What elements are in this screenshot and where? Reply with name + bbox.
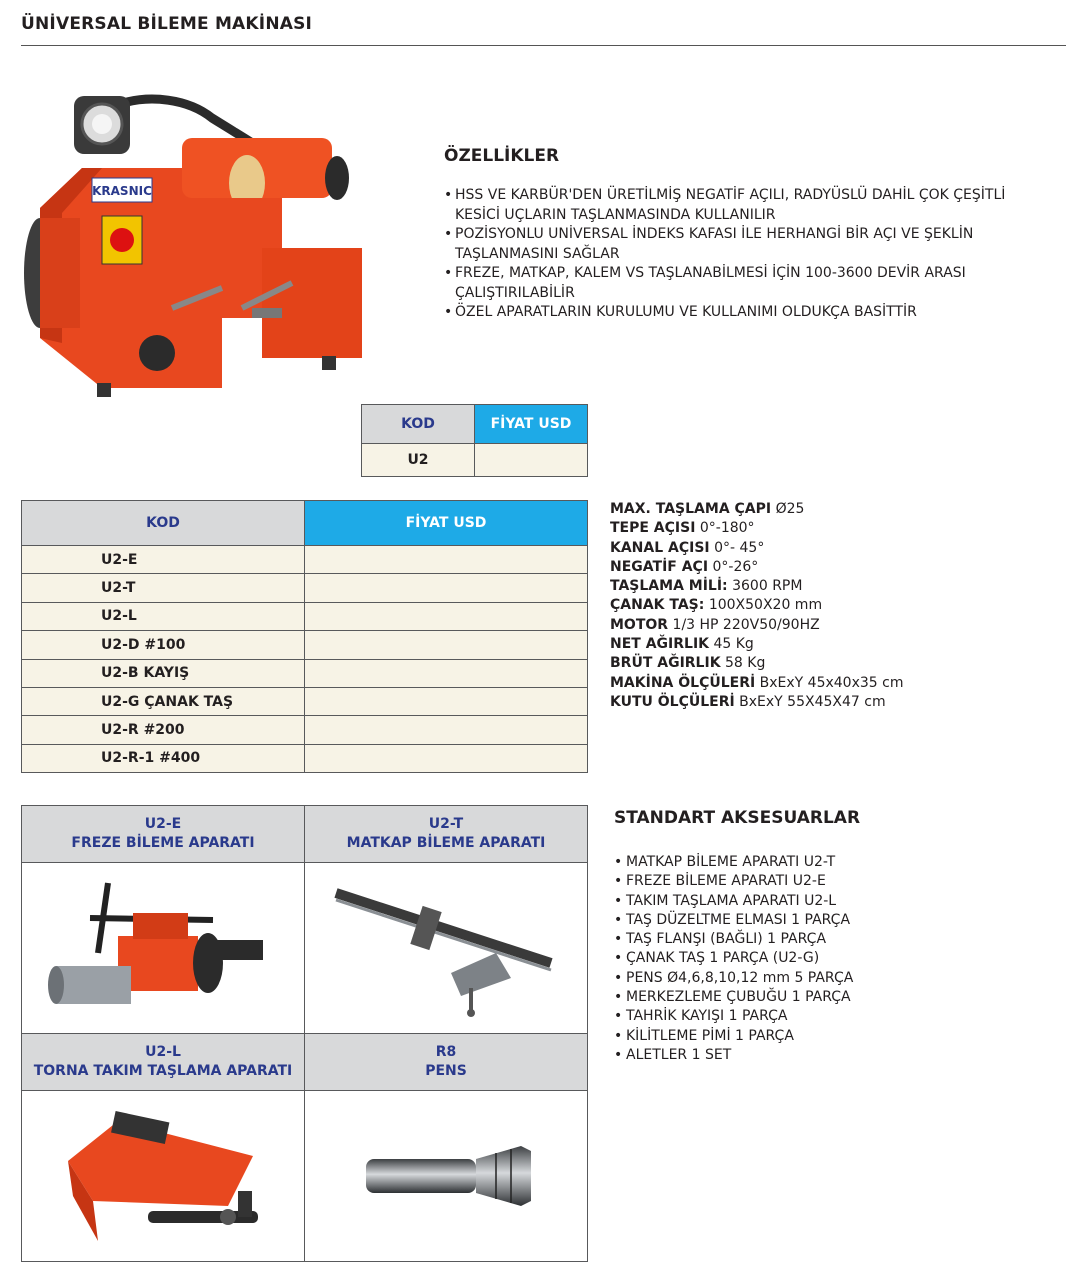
features-heading: ÖZELLİKLER (444, 146, 560, 166)
spec-value: 45 Kg (713, 636, 754, 653)
price-cell (475, 444, 588, 477)
spec-row (610, 654, 903, 673)
spec-value: BxExY 55X45X47 cm (739, 693, 886, 710)
spec-label: KUTU ÖLÇÜLERİ (610, 693, 735, 710)
spec-row (610, 500, 903, 519)
price-cell (305, 574, 588, 602)
spec-label: ÇANAK TAŞ: (610, 597, 705, 614)
accessory-item: • FREZE BİLEME APARATI U2-E (614, 872, 853, 891)
accessory-item: • MATKAP BİLEME APARATI U2-T (614, 853, 853, 872)
gallery-image-cell (22, 863, 305, 1034)
spec-label: MOTOR (610, 616, 669, 633)
kod-cell: U2-T (22, 574, 305, 602)
spec-value: 0°-180° (699, 520, 755, 537)
feature-item: • FREZE, MATKAP, KALEM VS TAŞLANABİLMESİ İÇİN 100-3600 DEVİR ARASI ÇALIŞTIRILABİLİR (444, 264, 1054, 303)
table-row (22, 716, 588, 744)
table-row (22, 744, 588, 772)
accessory-item: • MERKEZLEME ÇUBUĞU 1 PARÇA (614, 988, 853, 1007)
brand-label: KRASNIC (92, 184, 152, 198)
drill-grinding-attachment-image (321, 878, 571, 1018)
spec-label: TEPE AÇISI (610, 520, 696, 537)
spec-value: BxExY 45x40x35 cm (759, 674, 904, 691)
spec-label: MAKİNA ÖLÇÜLERİ (610, 674, 756, 691)
gallery-code: U2-T (428, 816, 464, 832)
spec-value: 0°- 45° (714, 539, 765, 556)
spec-value: 0°-26° (712, 558, 759, 575)
spec-row (610, 616, 903, 635)
gallery-header-u2t (305, 806, 588, 863)
spec-label: NEGATİF AÇI (610, 558, 709, 575)
kod-cell: U2-R #200 (22, 716, 305, 744)
grinding-machine-image (22, 88, 367, 408)
price-header: FİYAT USD (475, 405, 588, 444)
gallery-name: TORNA TAKIM TAŞLAMA APARATI (33, 1063, 293, 1079)
features-list (444, 186, 1054, 323)
kod-cell: U2-G ÇANAK TAŞ (22, 687, 305, 715)
spec-row (610, 596, 903, 615)
r8-collet-image (321, 1101, 571, 1251)
gallery-header-r8 (305, 1034, 588, 1091)
gallery-code: U2-L (145, 1044, 181, 1060)
gallery-header-u2l (22, 1034, 305, 1091)
spec-label: TAŞLAMA MİLİ: (610, 578, 728, 595)
spec-label: KANAL AÇISI (610, 539, 710, 556)
spec-row (610, 674, 903, 693)
gallery-code: U2-E (144, 816, 182, 832)
spec-row (610, 519, 903, 538)
accessories-list (614, 853, 853, 1065)
kod-cell: U2-D #100 (22, 631, 305, 659)
accessory-gallery (21, 805, 588, 1262)
table-row (22, 631, 588, 659)
gallery-name: MATKAP BİLEME APARATI (346, 835, 546, 851)
kod-cell: U2-R-1 #400 (22, 744, 305, 772)
feature-item: • POZİSYONLU UNİVERSAL İNDEKS KAFASI İLE HERHANGİ BİR AÇI VE ŞEKLİN TAŞLANMASINI SAĞLAR (444, 225, 1054, 264)
parts-price-table (21, 500, 588, 773)
title-divider (21, 45, 1066, 46)
spec-value: 100X50X20 mm (708, 597, 823, 614)
price-header: FİYAT USD (305, 501, 588, 546)
spec-row (610, 539, 903, 558)
price-cell (305, 546, 588, 574)
feature-item: • HSS VE KARBÜR'DEN ÜRETİLMİŞ NEGATİF AÇILI, RADYÜSLÜ DAHİL ÇOK ÇEŞİTLİ KESİCİ UÇLARIN TAŞLANMASINDA KULLANILIR (444, 186, 1054, 225)
machine-price-table (361, 404, 588, 477)
gallery-image-cell (22, 1091, 305, 1262)
price-cell (305, 631, 588, 659)
accessory-item: • TAKIM TAŞLAMA APARATI U2-L (614, 892, 853, 911)
kod-header: KOD (362, 405, 475, 444)
spec-row (610, 635, 903, 654)
spec-row (610, 577, 903, 596)
table-row (22, 602, 588, 630)
spec-value: 3600 RPM (732, 578, 803, 595)
spec-label: NET AĞIRLIK (610, 636, 709, 653)
kod-cell: U2 (362, 444, 475, 477)
mill-grinding-attachment-image (38, 878, 288, 1018)
spec-label: BRÜT AĞIRLIK (610, 655, 721, 672)
spec-value: 1/3 HP 220V50/90HZ (672, 616, 820, 633)
table-row (22, 574, 588, 602)
kod-cell: U2-L (22, 602, 305, 630)
gallery-code: R8 (435, 1044, 457, 1060)
spec-row (610, 693, 903, 712)
accessories-heading: STANDART AKSESUARLAR (614, 808, 861, 828)
spec-value: 58 Kg (725, 655, 766, 672)
spec-label: MAX. TAŞLAMA ÇAPI (610, 501, 772, 517)
gallery-name: FREZE BİLEME APARATI (71, 835, 255, 851)
gallery-image-cell (305, 863, 588, 1034)
feature-item: • ÖZEL APARATLARIN KURULUMU VE KULLANIMI OLDUKÇA BASİTTİR (444, 303, 1054, 323)
price-cell (305, 687, 588, 715)
lathe-tool-grinding-attachment-image (38, 1101, 288, 1251)
accessory-item: • ALETLER 1 SET (614, 1046, 853, 1065)
gallery-header-u2e (22, 806, 305, 863)
kod-header: KOD (22, 501, 305, 546)
accessory-item: • PENS Ø4,6,8,10,12 mm 5 PARÇA (614, 969, 853, 988)
table-row (22, 687, 588, 715)
page-title: ÜNİVERSAL BİLEME MAKİNASI (21, 14, 313, 34)
spec-row (610, 558, 903, 577)
price-cell (305, 602, 588, 630)
accessory-item: • ÇANAK TAŞ 1 PARÇA (U2-G) (614, 949, 853, 968)
table-row (22, 546, 588, 574)
accessory-item: • TAŞ FLANŞI (BAĞLI) 1 PARÇA (614, 930, 853, 949)
table-row (362, 444, 588, 477)
price-cell (305, 659, 588, 687)
accessory-item: • KİLİTLEME PİMİ 1 PARÇA (614, 1027, 853, 1046)
accessory-item: • TAHRİK KAYIŞI 1 PARÇA (614, 1007, 853, 1026)
spec-value: Ø25 (775, 501, 805, 517)
kod-cell: U2-B KAYIŞ (22, 659, 305, 687)
kod-cell: U2-E (22, 546, 305, 574)
price-cell (305, 744, 588, 772)
table-row (22, 659, 588, 687)
gallery-image-cell (305, 1091, 588, 1262)
specs-list (610, 500, 903, 712)
price-cell (305, 716, 588, 744)
accessory-item: • TAŞ DÜZELTME ELMASI 1 PARÇA (614, 911, 853, 930)
gallery-name: PENS (425, 1063, 467, 1079)
